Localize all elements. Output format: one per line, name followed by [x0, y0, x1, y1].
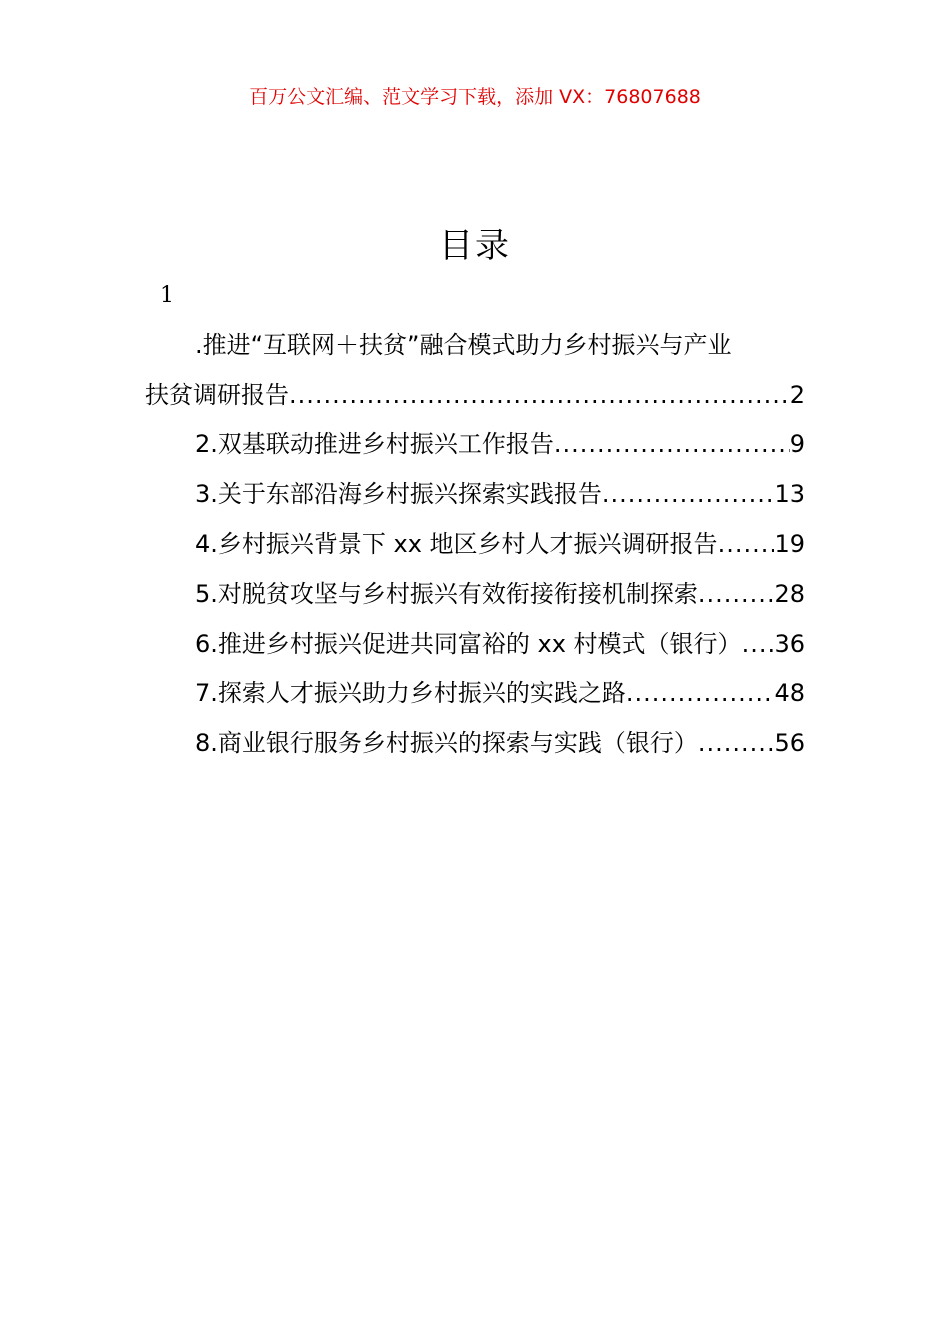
toc-entry-text: .推进“互联网＋扶贫”融合模式助力乡村振兴与产业 [195, 331, 732, 359]
dot-leader [718, 526, 775, 562]
dot-leader [698, 576, 775, 612]
dot-leader [698, 725, 775, 761]
toc-entry-text: 2.双基联动推进乡村振兴工作报告 [195, 430, 554, 458]
toc-entry-text: 4.乡村振兴背景下 xx 地区乡村人才振兴调研报告 [195, 530, 718, 558]
dot-leader [289, 377, 790, 413]
toc-entry-5[interactable] [145, 576, 805, 612]
toc-entry-text: 扶贫调研报告 [145, 381, 289, 409]
toc-entry-text: 5.对脱贫攻坚与乡村振兴有效衔接衔接机制探索 [195, 580, 698, 608]
dot-leader [554, 426, 790, 462]
toc-title: 目录 [439, 226, 511, 266]
dot-leader [742, 626, 775, 662]
toc-entry-1-line2[interactable] [145, 377, 805, 413]
toc-entry-text: 8.商业银行服务乡村振兴的探索与实践（银行） [195, 729, 698, 757]
watermark-header: 百万公文汇编、范文学习下载，添加 VX：76807688 [249, 86, 701, 108]
toc-entry-2[interactable] [145, 426, 805, 462]
toc-entry-8[interactable] [145, 725, 805, 761]
toc-entry-3[interactable] [145, 476, 805, 512]
toc-page-number: 2 [789, 381, 805, 409]
toc-entry-text: 3.关于东部沿海乡村振兴探索实践报告 [195, 480, 602, 508]
toc-page-number: 36 [774, 630, 805, 658]
toc-page-number: 9 [789, 430, 805, 458]
toc-entry-7[interactable] [145, 675, 805, 711]
dot-leader [602, 476, 775, 512]
toc-entry-6[interactable] [145, 626, 805, 662]
toc-entry-4[interactable] [145, 526, 805, 562]
toc-page-number: 13 [774, 480, 805, 508]
toc-page-number: 48 [774, 679, 805, 707]
dot-leader [626, 675, 775, 711]
toc-entry-1-line1[interactable] [145, 327, 805, 363]
toc-page-number: 56 [774, 729, 805, 757]
toc-entry-text: 7.探索人才振兴助力乡村振兴的实践之路 [195, 679, 626, 707]
toc-page-number: 19 [774, 530, 805, 558]
toc-entry-text: 6.推进乡村振兴促进共同富裕的 xx 村模式（银行） [195, 630, 742, 658]
toc-marker: 1 [160, 283, 174, 308]
toc-page-number: 28 [774, 580, 805, 608]
